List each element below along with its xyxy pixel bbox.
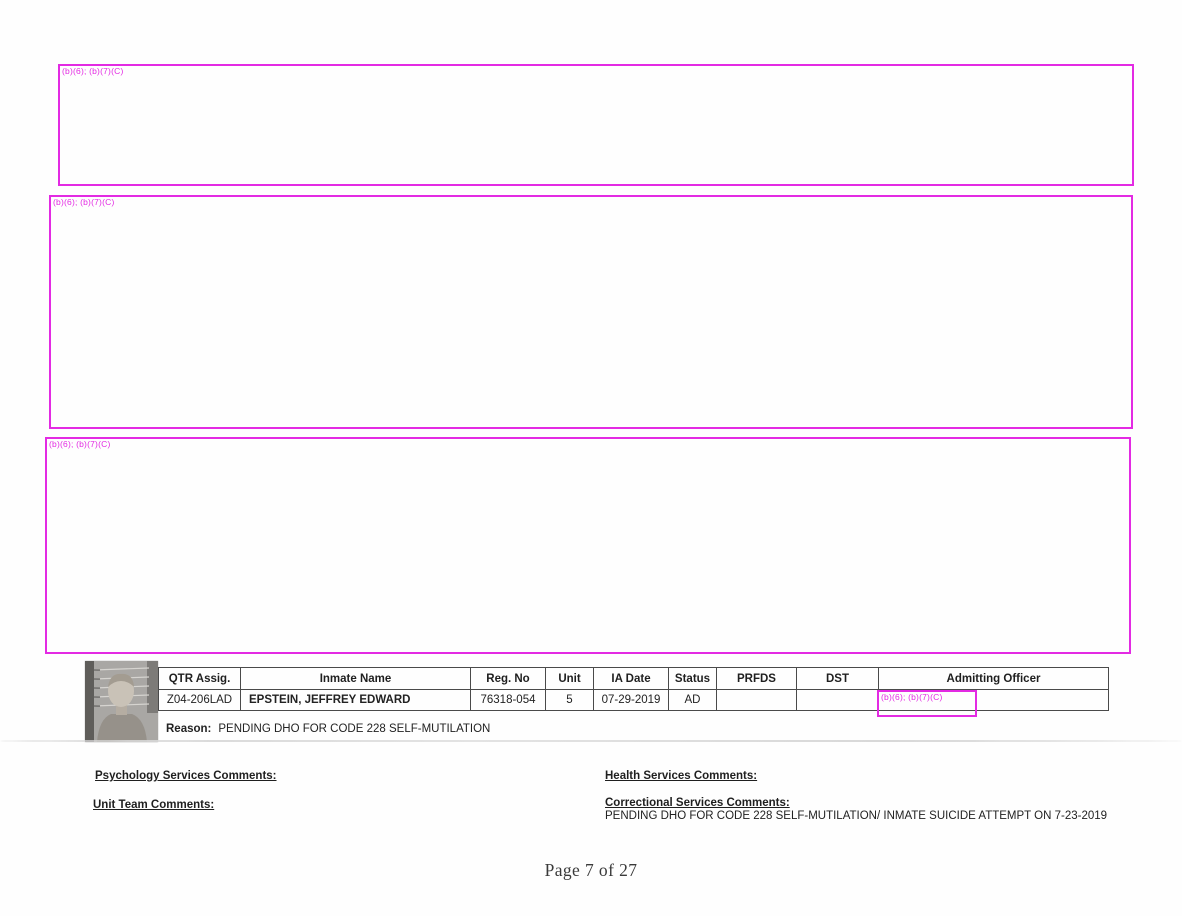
health-services-comments-heading: Health Services Comments: bbox=[605, 770, 758, 782]
inmate-mugshot-photo bbox=[85, 661, 158, 742]
page-number-footer: Page 7 of 27 bbox=[544, 860, 638, 880]
header-inmate-name: Inmate Name bbox=[241, 668, 471, 690]
redaction-box-1 bbox=[58, 64, 1134, 186]
unit-team-comments-heading: Unit Team Comments: bbox=[93, 799, 215, 811]
correctional-services-comments-text: PENDING DHO FOR CODE 228 SELF-MUTILATION/ INMATE SUICIDE ATTEMPT ON 7-23-2019 bbox=[605, 810, 1108, 822]
cell-unit: 5 bbox=[546, 690, 594, 711]
header-ia-date: IA Date bbox=[594, 668, 669, 690]
cell-qtr-assig: Z04-206LAD bbox=[159, 690, 241, 711]
scan-artifact-line bbox=[0, 740, 1182, 742]
header-qtr-assig: QTR Assig. bbox=[159, 668, 241, 690]
reason-line bbox=[166, 723, 490, 735]
cell-dst bbox=[797, 690, 879, 711]
redaction-exemption-label: (b)(6); (b)(7)(C) bbox=[62, 66, 124, 76]
redaction-exemption-label: (b)(6); (b)(7)(C) bbox=[53, 197, 115, 207]
mugshot-image bbox=[85, 661, 158, 742]
table-header-row bbox=[159, 668, 1109, 690]
correctional-services-comments-heading: Correctional Services Comments: bbox=[605, 797, 790, 809]
header-admitting-officer: Admitting Officer bbox=[879, 668, 1109, 690]
redaction-box-admitting-officer bbox=[877, 690, 977, 717]
redaction-box-2 bbox=[49, 195, 1133, 429]
reason-label: Reason: bbox=[166, 723, 212, 735]
reason-text: PENDING DHO FOR CODE 228 SELF-MUTILATION bbox=[218, 723, 491, 735]
redaction-box-3 bbox=[45, 437, 1131, 654]
cell-status: AD bbox=[669, 690, 717, 711]
cell-prfds bbox=[717, 690, 797, 711]
cell-inmate-name: EPSTEIN, JEFFREY EDWARD bbox=[241, 690, 471, 711]
header-prfds: PRFDS bbox=[717, 668, 797, 690]
header-status: Status bbox=[669, 668, 717, 690]
cell-ia-date: 07-29-2019 bbox=[594, 690, 669, 711]
header-dst: DST bbox=[797, 668, 879, 690]
redaction-exemption-label: (b)(6); (b)(7)(C) bbox=[49, 439, 111, 449]
header-unit: Unit bbox=[546, 668, 594, 690]
cell-reg-no: 76318-054 bbox=[471, 690, 546, 711]
redaction-exemption-label: (b)(6); (b)(7)(C) bbox=[881, 692, 943, 702]
header-reg-no: Reg. No bbox=[471, 668, 546, 690]
psychology-services-comments-heading: Psychology Services Comments: bbox=[95, 770, 277, 782]
